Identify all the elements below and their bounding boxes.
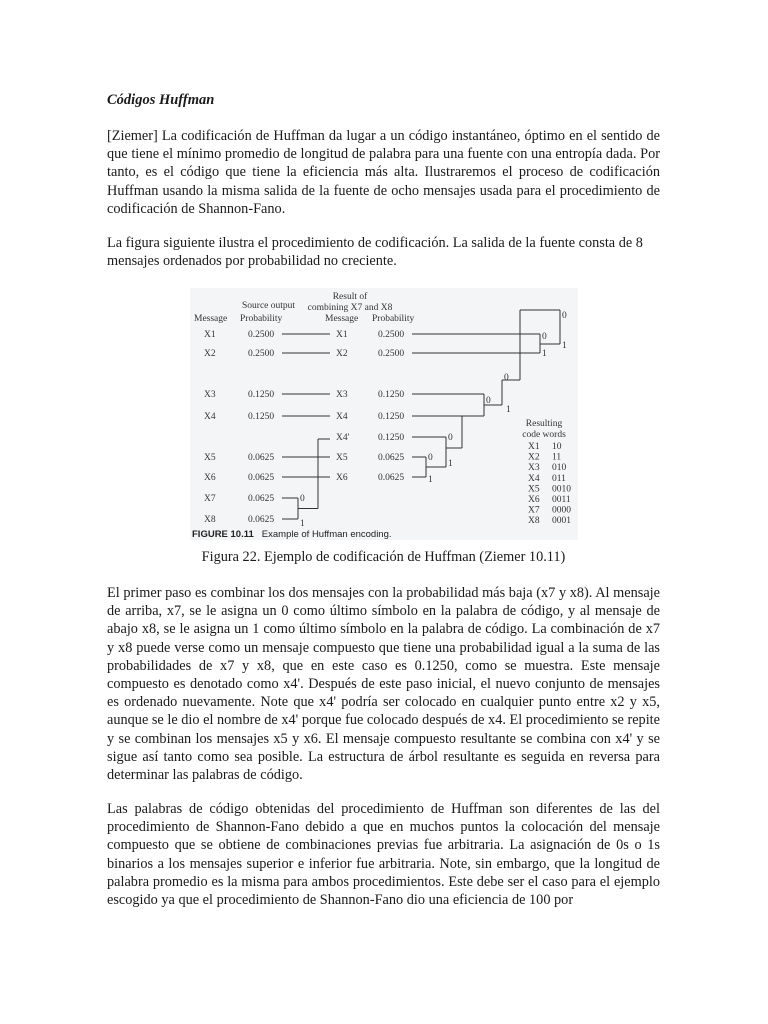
- result-probability-value: 0.1250: [378, 433, 405, 443]
- result-message-label: X3: [336, 390, 348, 400]
- codeword-value: 11: [552, 452, 562, 463]
- paragraph-intro: [Ziemer] La codificación de Huffman da lugar a un código instantáneo, óptimo en el sentido de que tiene el mínimo promedio de longitud de palabra para una fuente con una entropía dada. Por tanto, es el código que tiene la eficiencia más alta. Ilustraremos el proceso de codificación Huffman usando la misma salida de la fuente de ocho mensajes usada para el procedimiento de codificación de Shannon-Fano.: [107, 128, 660, 217]
- paragraph-first-step: El primer paso es combinar los dos mensajes con la probabilidad más baja (x7 y x8). Al mensaje de arriba, x7, se le asigna un 0 como último símbolo en la palabra de código, y al mensaje de abajo x8, se le asigna un 1 como último símbolo en la palabra de código. La combinación de x7 y x8 puede verse como un mensaje compuesto que tiene una probabilidad igual a la suma de las probabilidades de x7 y x8, que en este caso es 0.1250, como se muestra. Este mensaje compuesto es denotado como x4'. Después de este paso inicial, el nuevo conjunto de mensajes es ordenado nuevamente. Note que x4' podría ser colocado en cualquier punto entre x2 y x5, aunque se le dio el nombre de x4' porque fue colocado después de x4. El procedimiento se repite y se combinan los mensajes x5 y x6. El mensaje compuesto resultante se combina con x4' y se sigue así tanto como sea posible. La estructura de árbol resultante es seguida en reversa para determinar las palabras de código.: [107, 585, 660, 784]
- bit-one: 1: [428, 475, 433, 485]
- codeword-value: 0001: [552, 516, 571, 527]
- codeword-message: X6: [528, 495, 540, 505]
- result-probability-value: 0.1250: [378, 390, 405, 400]
- message-label: X8: [204, 515, 216, 525]
- codeword-message: X5: [528, 484, 540, 495]
- header-message-2: Message: [325, 314, 359, 324]
- probability-value: 0.2500: [248, 349, 275, 359]
- codeword-message: X7: [528, 505, 540, 516]
- probability-value: 0.1250: [248, 412, 275, 422]
- result-probability-value: 0.2500: [378, 330, 405, 340]
- message-label: X1: [204, 330, 216, 340]
- result-message-label: X4: [336, 412, 348, 422]
- section-heading: Códigos Huffman: [107, 92, 215, 108]
- figure-number: FIGURE 10.11: [192, 529, 254, 540]
- result-probability-value: 0.0625: [378, 473, 405, 483]
- probability-value: 0.2500: [248, 330, 275, 340]
- header-source-output: Source output: [242, 301, 296, 311]
- message-label: X7: [204, 494, 216, 504]
- result-probability-value: 0.0625: [378, 453, 405, 463]
- message-label: X2: [204, 349, 216, 359]
- codeword-message: X8: [528, 516, 540, 527]
- bit-zero: 0: [448, 433, 453, 443]
- bit-one: 1: [542, 349, 547, 359]
- header-probability: Probability: [240, 314, 283, 324]
- probability-value: 0.0625: [248, 494, 275, 504]
- codeword-value: 010: [552, 463, 567, 474]
- codeword-value: 10: [552, 442, 562, 452]
- bit-zero: 0: [504, 373, 509, 383]
- codeword-message: X2: [528, 452, 540, 463]
- probability-value: 0.0625: [248, 473, 275, 483]
- paragraph-figure-intro: La figura siguiente ilustra el procedimiento de codificación. La salida de la fuente consta de 8 mensajes ordenados por probabilidad no creciente.: [107, 235, 643, 270]
- message-label: X4: [204, 412, 216, 422]
- message-label: X6: [204, 473, 216, 483]
- header-message: Message: [194, 314, 228, 324]
- bit-one: 1: [562, 341, 567, 351]
- huffman-tree-diagram: [190, 288, 578, 540]
- figure-caption: Figura 22. Ejemplo de codificación de Huffman (Ziemer 10.11): [201, 549, 566, 565]
- result-probability-value: 0.1250: [378, 412, 405, 422]
- message-label: X5: [204, 453, 216, 463]
- codeword-message: X3: [528, 463, 540, 474]
- codewords-title: code words: [522, 430, 566, 440]
- result-message-label: X5: [336, 453, 348, 463]
- huffman-figure: [190, 288, 578, 540]
- result-message-label: X1: [336, 330, 348, 340]
- bit-zero: 0: [428, 453, 433, 463]
- bit-one: 1: [448, 459, 453, 469]
- result-probability-value: 0.2500: [378, 349, 405, 359]
- bit-zero: 0: [562, 311, 567, 321]
- bit-one: 1: [506, 405, 511, 415]
- codeword-value: 011: [552, 473, 566, 484]
- figure-label-text: Example of Huffman encoding.: [261, 529, 392, 540]
- codeword-value: 0000: [552, 505, 571, 516]
- codeword-value: 0010: [552, 484, 571, 495]
- bit-zero: 0: [300, 494, 305, 504]
- result-message-label: X6: [336, 473, 348, 483]
- codeword-value: 0011: [552, 495, 571, 505]
- bit-zero: 0: [542, 332, 547, 342]
- codeword-message: X1: [528, 442, 540, 452]
- result-message-label: X4': [336, 433, 350, 443]
- probability-value: 0.0625: [248, 453, 275, 463]
- codewords-title: Resulting: [525, 419, 563, 429]
- header-probability-2: Probability: [372, 314, 415, 324]
- paragraph-comparison: Las palabras de código obtenidas del procedimiento de Huffman son diferentes de las del procedimiento de Shannon-Fano debido a que en muchos puntos la colocación del mensaje compuesto que se obtiene de combinaciones previas fue arbitraria. La asignación de 0s o 1s binarios a los mensajes superior e inferior fue arbitraria. Note, sin embargo, que la longitud de palabra promedio es la misma para ambos procedimientos. Este debe ser el caso para el ejemplo escogido ya que el procedimiento de Shannon-Fano dio una eficiencia de 100 por: [107, 801, 660, 909]
- message-label: X3: [204, 390, 216, 400]
- figure-label: [192, 529, 392, 540]
- codeword-message: X4: [528, 473, 540, 484]
- bit-zero: 0: [486, 396, 491, 406]
- result-message-label: X2: [336, 349, 348, 359]
- probability-value: 0.0625: [248, 515, 275, 525]
- probability-value: 0.1250: [248, 390, 275, 400]
- bit-one: 1: [300, 519, 305, 529]
- header-result-of: Result of: [332, 292, 368, 302]
- header-combining: combining X7 and X8: [307, 303, 393, 313]
